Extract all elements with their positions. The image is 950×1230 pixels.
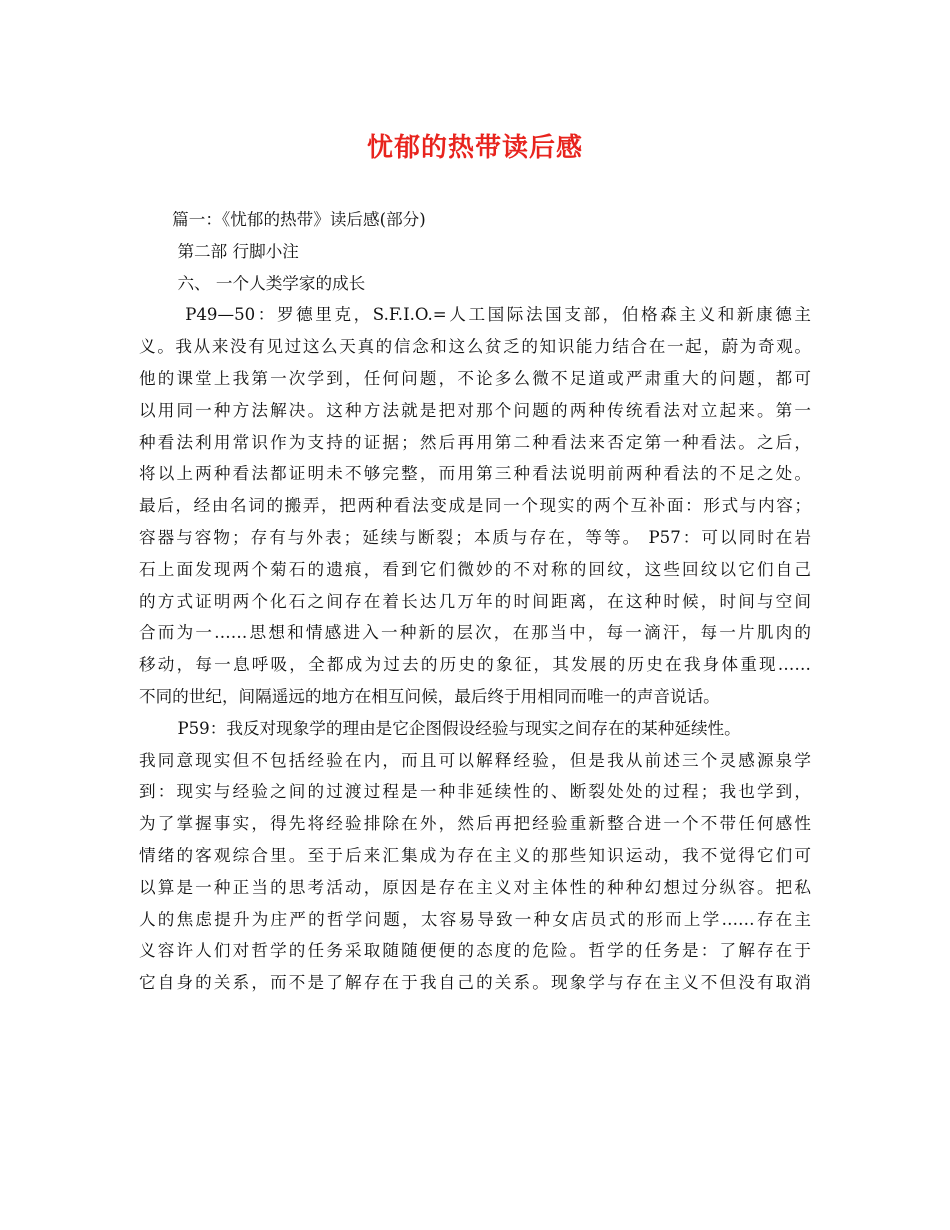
text-line: 我同意现实但不包括经验在内，而且可以解释经验，但是我从前述三个灵感源泉学 [139,750,811,770]
text-line: 以算是一种正当的思考活动，原因是存在主义对主体性的种种幻想过分纵容。把私 [139,877,811,897]
text-line: 人的焦虑提升为庄严的哲学问题，太容易导致一种女店员式的形而上学……存在主 [139,909,811,929]
text-line: 为了掌握事实，得先将经验排除在外，然后再把经验重新整合进一个不带任何感性 [139,814,811,834]
text-line: 种看法利用常识作为支持的证据；然后再用第二种看法来否定第一种看法。之后， [139,432,811,452]
text-line: 它自身的关系，而不是了解存在于我自己的关系。现象学与存在主义不但没有取消 [139,973,811,993]
text-line: 篇一：《忧郁的热带》读后感(部分) [139,210,426,229]
document-title: 忧郁的热带读后感 [366,133,583,163]
document-body [139,204,811,999]
text-line: 的方式证明两个化石之间存在着长达几万年的时间距离，在这种时候，时间与空间 [139,591,811,611]
text-line: 情绪的客观综合里。至于后来汇集成为存在主义的那些知识运动，我不觉得它们可 [139,845,811,865]
text-line: 义容许人们对哲学的任务采取随随便便的态度的危险。哲学的任务是：了解存在于 [139,941,811,961]
text-line: 合而为一……思想和情感进入一种新的层次，在那当中，每一滴汗，每一片肌肉的 [139,623,811,643]
text-line: 义。我从来没有见过这么天真的信念和这么贫乏的知识能力结合在一起，蔚为奇观。 [139,337,811,357]
text-line: 移动，每一息呼吸，全都成为过去的历史的象征，其发展的历史在我身体重现…… [139,655,811,675]
text-line: 以用同一种方法解决。这种方法就是把对那个问题的两种传统看法对立起来。第一 [139,400,811,420]
text-line: P49—50：罗德里克，S.F.I.O.=人工国际法国支部，伯格森主义和新康德主 [139,305,811,325]
text-line: 石上面发现两个菊石的遗痕，看到它们微妙的不对称的回纹，这些回纹以它们自己 [139,559,811,579]
text-line: 第二部 行脚小注 [139,241,299,261]
text-line: 到：现实与经验之间的过渡过程是一种非延续性的、断裂处处的过程；我也学到， [139,782,811,802]
text-line: 容器与容物；存有与外表；延续与断裂；本质与存在，等等。 P57：可以同时在岩 [139,527,811,547]
text-line: 不同的世纪，间隔遥远的地方在相互问候，最后终于用相同而唯一的声音说话。 [139,686,720,706]
text-line: P59：我反对现象学的理由是它企图假设经验与现实之间存在的某种延续性。 [139,718,741,738]
text-line: 他的课堂上我第一次学到，任何问题，不论多么微不足道或严肃重大的问题，都可 [139,368,811,388]
text-line: 六、 一个人类学家的成长 [139,273,366,293]
text-line: 将以上两种看法都证明未不够完整，而用第三种看法说明前两种看法的不足之处。 [139,464,811,484]
text-line: 最后，经由名词的搬弄，把两种看法变成是同一个现实的两个互补面：形式与内容； [139,496,811,516]
